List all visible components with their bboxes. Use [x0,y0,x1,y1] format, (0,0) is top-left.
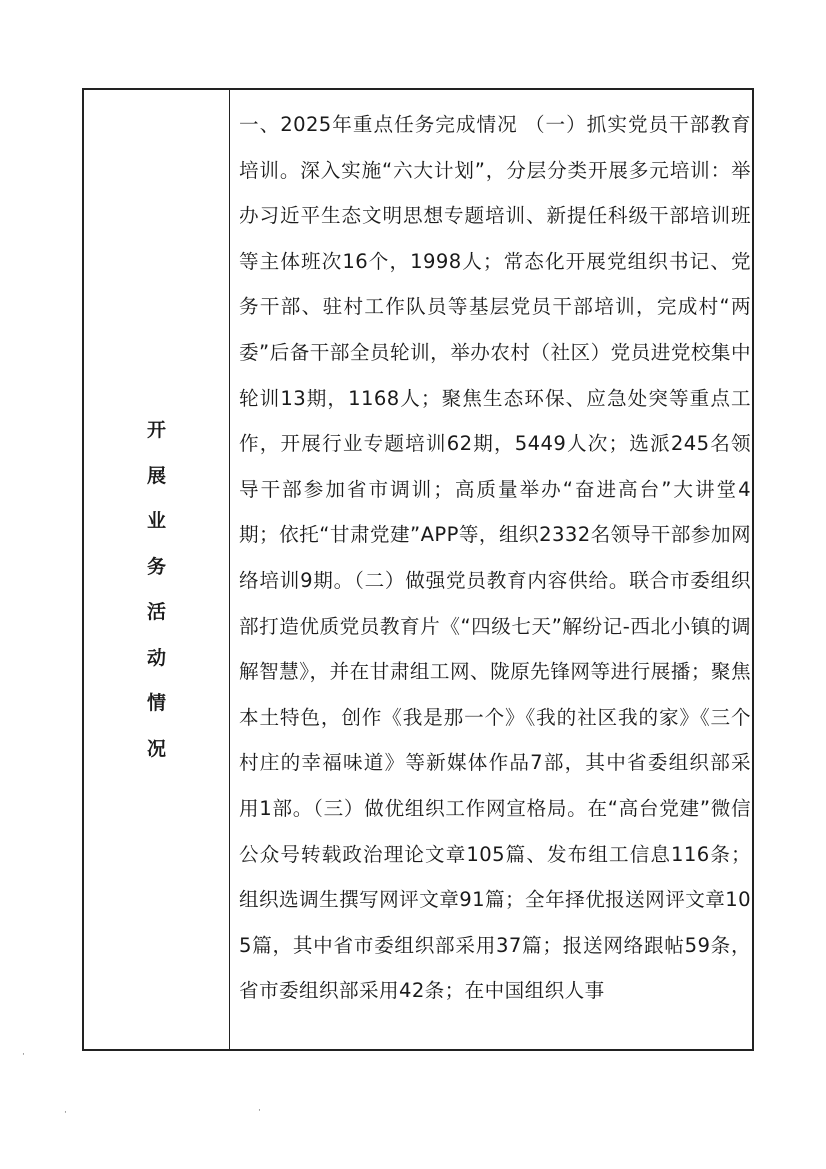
content-cell [239,102,751,1042]
scan-speck: · [64,1108,67,1118]
scan-speck: · [258,1106,261,1116]
scan-speck: · [22,1050,25,1060]
row-content: 一、2025年重点任务完成情况 （一）抓实党员干部教育培训。深入实施“六大计划”，分层分类开展多元培训：举办习近平生态文明思想专题培训、新提任科级干部培训班等主体班次16个，1998人；常态化开展党组织书记、党务干部、驻村工作队员等基层党员干部培训，完成村“两委”后备干部全员轮训，举办农村（社区）党员进党校集中轮训13期，1168人；聚焦生态环保、应急处突等重点工作，开展行业专题培训62期，5449人次；选派245名领导干部参加省市调训；高质量举办“奋进高台”大讲堂4期；依托“甘肃党建”APP等，组织2332名领导干部参加网络培训9期。（二）做强党员教育内容供给。联合市委组织部打造优质党员教育片《“四级七天”解纷记-西北小镇的调解智慧》，并在甘肃组工网、陇原先锋网等进行展播；聚焦本土特色，创作《我是那一个》《我的社区我的家》《三个村庄的幸福味道》等新媒体作品7部，其中省委组织部采用1部。（三）做优组织工作网宣格局。在“高台党建”微信公众号转载政治理论文章105篇、发布组工信息116条；组织选调生撰写网评文章91篇；全年择优报送网评文章105篇，其中省市委组织部采用37篇；报送网络跟帖59条，省市委组织部采用42条；在中国组织人事 [239,113,751,1003]
column-divider [229,90,230,1049]
row-label: 开展业务活动情况 [146,419,166,760]
label-cell [84,90,229,1049]
form-table [82,88,754,1051]
